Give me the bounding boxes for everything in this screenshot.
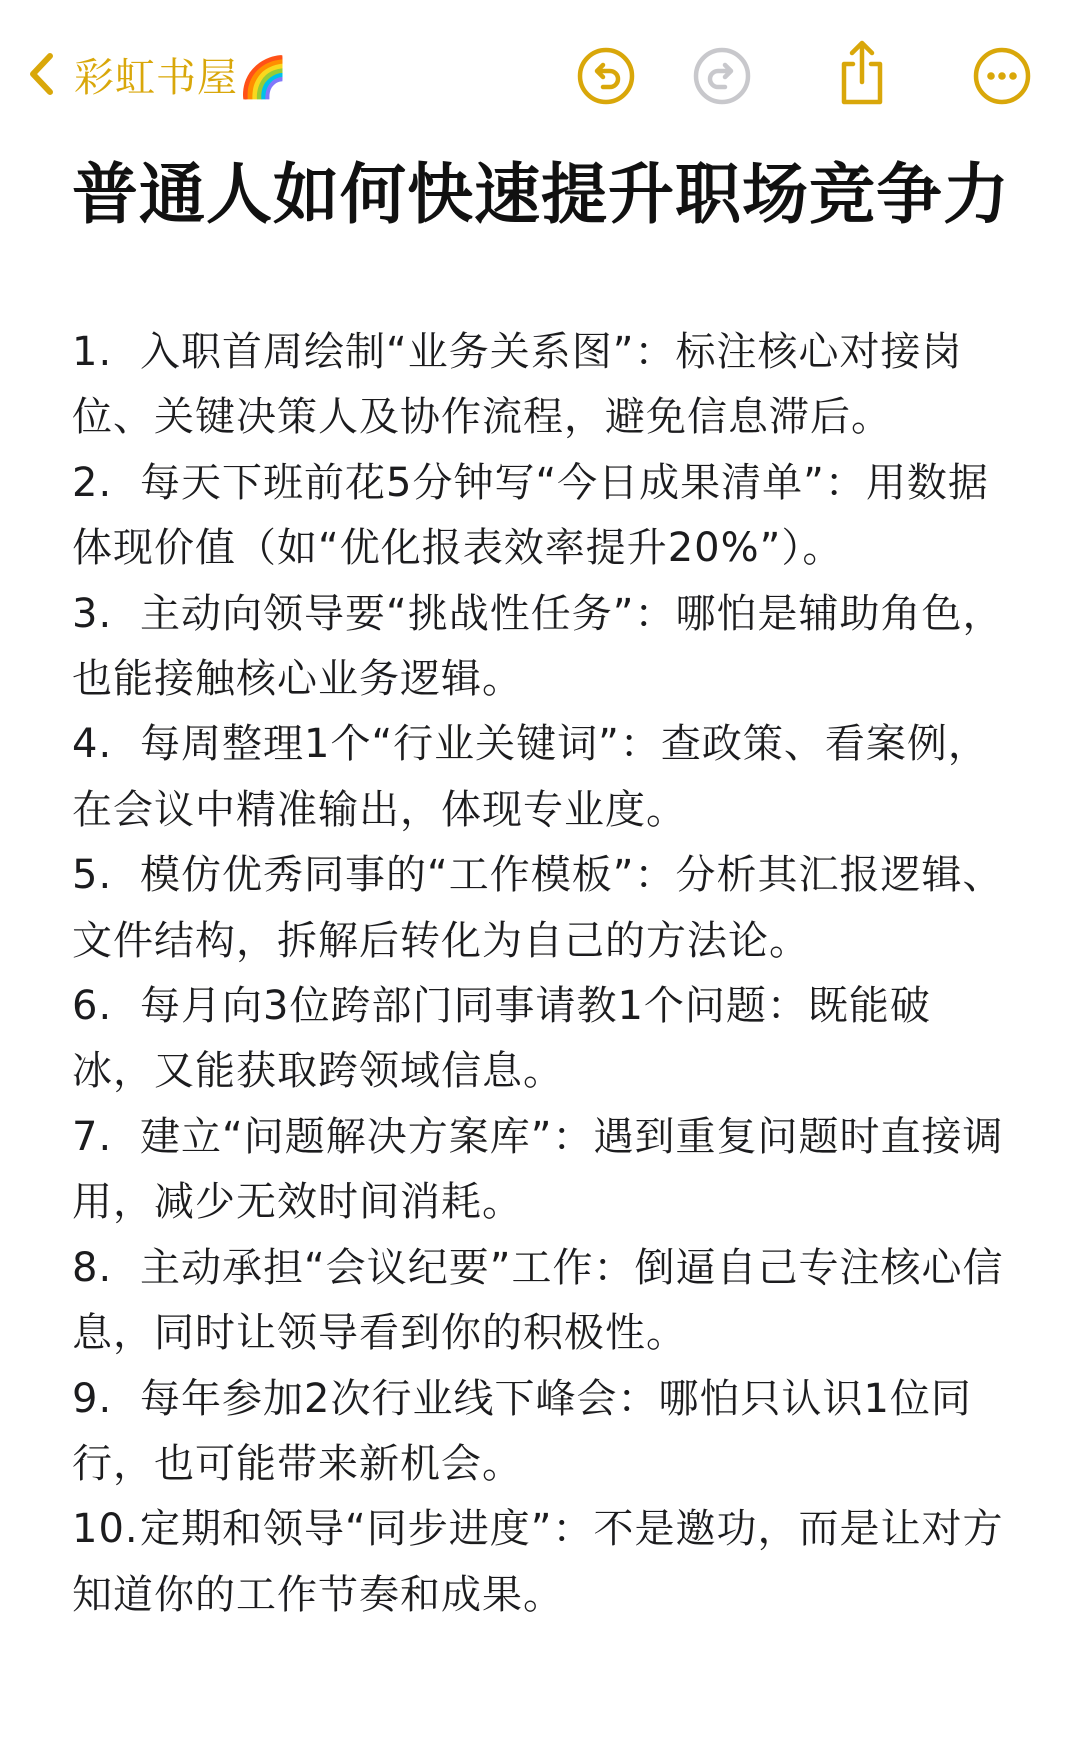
redo-button[interactable] [690,44,754,108]
item-text: 入职首周绘制“业务关系图”：标注核心对接岗位、关键决策人及协作流程，避免信息滞后。 [72,329,963,441]
list-item [72,1497,1012,1628]
item-text: 定期和领导“同步进度”：不是邀功，而是让对方知道你的工作节奏和成果。 [72,1506,1004,1618]
item-text: 每月向3位跨部门同事请教1个问题：既能破冰，又能获取跨领域信息。 [72,983,931,1095]
list-item [72,974,1012,1105]
item-text: 主动承担“会议纪要”工作：倒逼自己专注核心信息，同时让领导看到你的积极性。 [72,1244,1004,1357]
navigation-bar [0,0,1080,150]
item-text: 模仿优秀同事的“工作模板”：分析其汇报逻辑、文件结构，拆解后转化为自己的方法论。 [72,852,1004,964]
item-number: 7. [72,1113,113,1160]
more-icon [972,46,1032,106]
item-number: 5. [72,852,113,899]
item-number: 8. [72,1244,113,1291]
list-item [72,451,1012,582]
item-number: 10. [72,1506,139,1553]
list-item [72,843,1012,974]
list-item [72,712,1012,843]
list-item [72,1105,1012,1236]
list-item [72,1367,1012,1498]
item-number: 2. [72,459,113,506]
chevron-left-icon [28,52,54,96]
item-number: 3. [72,590,113,637]
undo-icon [576,46,636,106]
more-button[interactable] [970,44,1034,108]
item-text: 建立“问题解决方案库”：遇到重复问题时直接调用，减少无效时间消耗。 [72,1113,1004,1226]
redo-icon [692,46,752,106]
note-list [72,320,1012,1628]
item-number: 4. [72,721,113,768]
share-icon [834,38,890,108]
back-label: 彩虹书屋🌈 [74,54,289,101]
item-number: 6. [72,983,113,1030]
item-text: 主动向领导要“挑战性任务”：哪怕是辅助角色，也能接触核心业务逻辑。 [72,590,1004,703]
back-button[interactable] [28,42,289,106]
share-button[interactable] [830,38,894,108]
item-text: 每天下班前花5分钟写“今日成果清单”：用数据体现价值（如“优化报表效率提升20%”）。 [72,459,989,572]
item-number: 9. [72,1375,113,1422]
item-number: 1. [72,329,113,375]
list-item [72,320,1012,451]
list-item [72,582,1012,713]
item-text: 每年参加2次行业线下峰会：哪怕只认识1位同行，也可能带来新机会。 [72,1375,972,1487]
undo-button[interactable] [574,44,638,108]
note-title: 普通人如何快速提升职场竞争力 [72,156,1010,233]
list-item [72,1236,1012,1367]
item-text: 每周整理1个“行业关键词”：查政策、看案例，在会议中精准输出，体现专业度。 [72,721,989,833]
